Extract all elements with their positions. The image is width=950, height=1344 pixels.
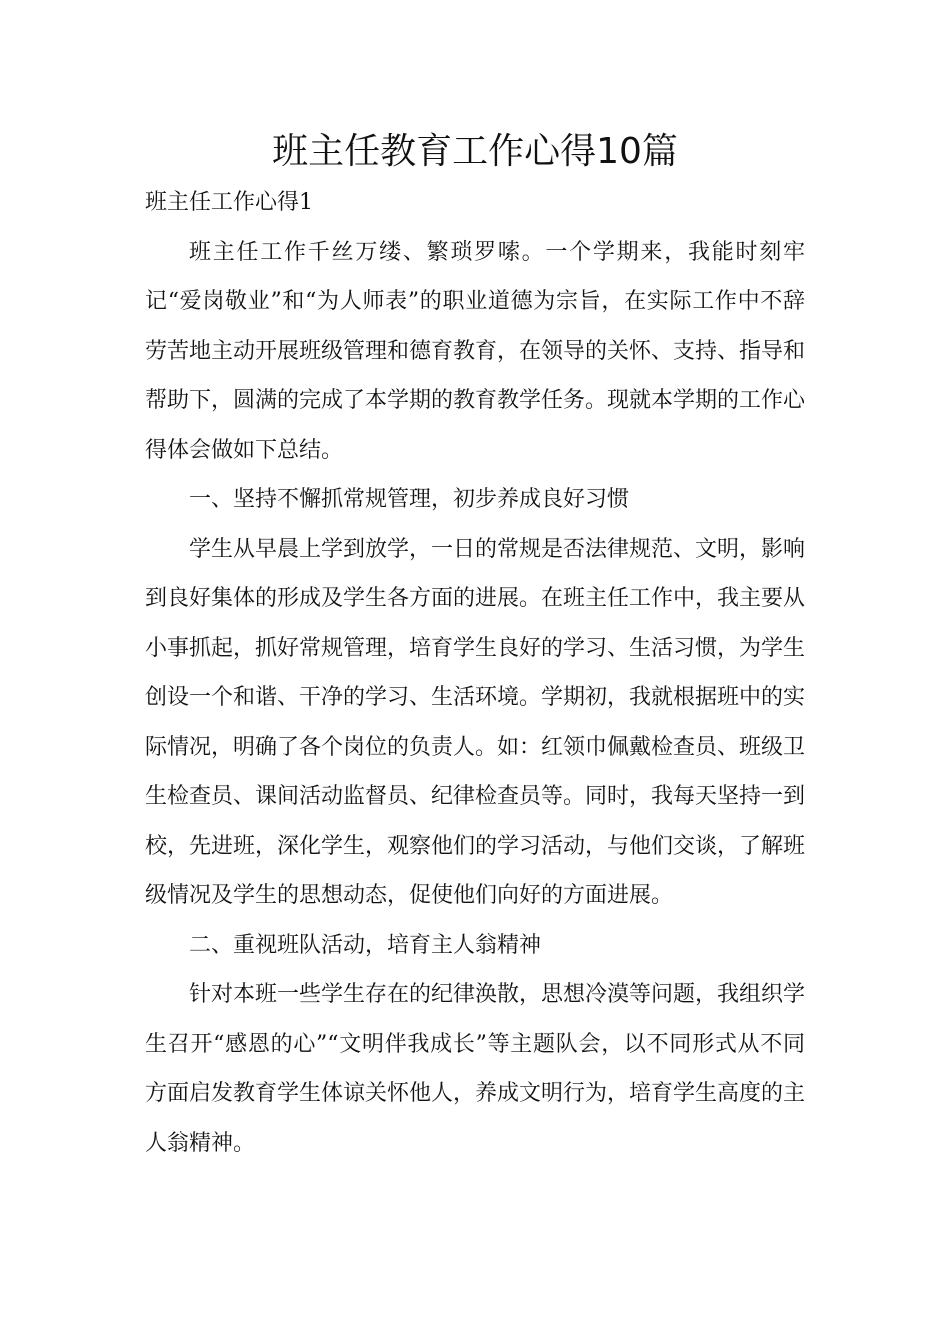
routine-management-paragraph: 学生从早晨上学到放学，一日的常规是否法律规范、文明，影响到良好集体的形成及学生各方面的进展。在班主任工作中，我主要从小事抓起，抓好常规管理，培育学生良好的学习、生活习惯，为学生创设一个和谐、干净的学习、生活环境。学期初，我就根据班中的实际情况，明确了各个岗位的负责人。如：红领巾佩戴检查员、班级卫生检查员、课间活动监督员、纪律检查员等。同时，我每天坚持一到校，先进班，深化学生，观察他们的学习活动，与他们交谈，了解班级情况及学生的思想动态，促使他们向好的方面进展。 — [145, 536, 806, 908]
subheading-routine-management: 一、坚持不懈抓常规管理，初步养成良好习惯 — [189, 487, 630, 512]
document-title: 班主任教育工作心得10篇 — [272, 131, 678, 172]
subheading-class-activities: 二、重视班队活动，培育主人翁精神 — [189, 932, 542, 958]
document-body — [145, 178, 805, 1168]
class-activities-paragraph: 针对本班一些学生存在的纪律涣散，思想冷漠等问题，我组织学生召开“感恩的心”“文明伴我成长”等主题队会，以不同形式从不同方面启发教育学生体谅关怀他人，养成文明行为，培育学生高度的主人翁精神。 — [145, 982, 806, 1156]
section-heading: 班主任工作心得1 — [145, 190, 313, 215]
intro-paragraph: 班主任工作千丝万缕、繁琐罗嗦。一个学期来，我能时刻牢记“爱岗敬业”和“为人师表”的职业道德为宗旨，在实际工作中不辞劳苦地主动开展班级管理和德育教育，在领导的关怀、支持、指导和帮助下，圆满的完成了本学期的教育教学任务。现就本学期的工作心得体会做如下总结。 — [145, 239, 806, 463]
